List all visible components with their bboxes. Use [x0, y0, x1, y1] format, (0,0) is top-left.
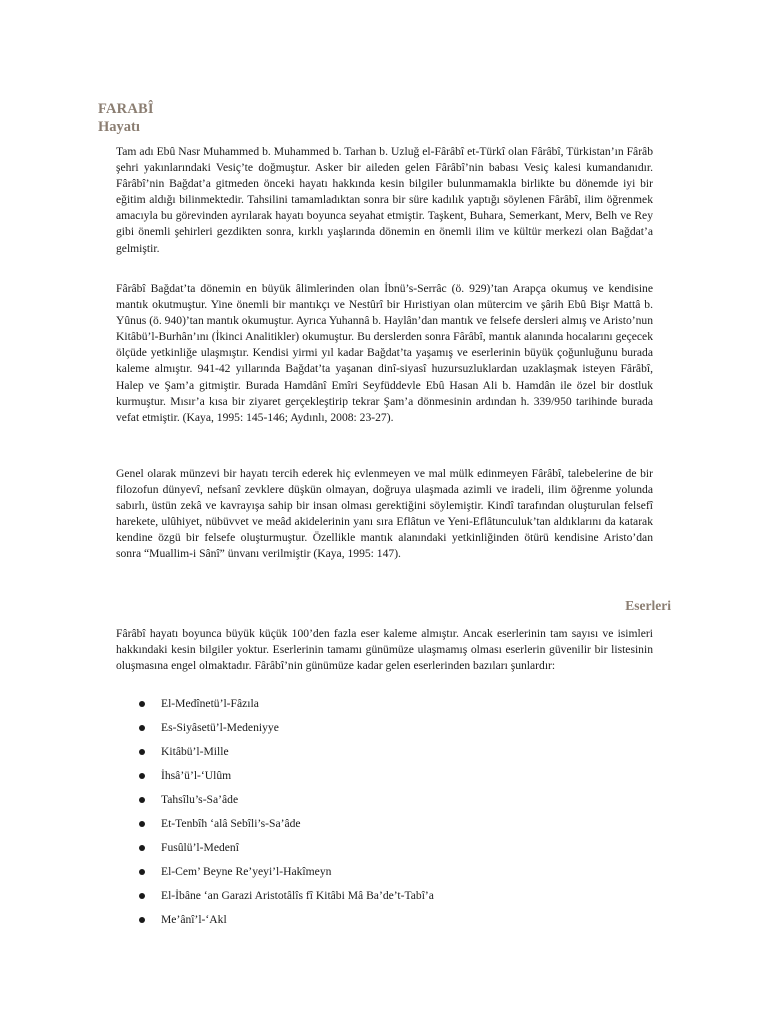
paragraph-2: Fârâbî Bağdat’ta dönemin en büyük âlimlerinden olan İbnü’s-Serrâc (ö. 929)’tan Arapça okumuş ve kendisine mantık okutmuştur. Yine önemli bir mantıkçı ve Nestûrî bir Hıristiyan olan mütercim ve şârih Ebû Bişr Mattâ b. Yûnus (ö. 940)’tan mantık okumuştur. Ayrıca Yuhannâ b. Haylân’dan mantık ve felsefe dersleri almış ve Aristo’nun Kitâbü’l-Burhân’ını (İkinci Analitikler) okumuştur. Bu derslerden sonra Fârâbî, mantık alanında hocalarını geçecek ölçüde yetkinliğe ulaşmıştır. Kendisi yirmi yıl kadar Bağdat’ta yaşamış ve eserlerinin büyük çoğunluğunu burada kaleme almıştır. 941-42 yıllarında Bağdat’ta yaşanan dinî-siyasî huzursuzluklardan uzaklaşmak isteyen Fârâbî, Halep ve Şam’a gitmiştir. Burada Hamdânî Emîri Seyfüddevle Ebû Hasan Ali b. Hamdân ile özel bir dostluk kurmuştur. Mısır’a kısa bir ziyaret gerçekleştirip tekrar Şam’a dönmesinin ardından h. 339/950 tarihinde burada vefat etmiştir. (Kaya, 1995: 145-146; Aydınlı, 2008: 23-27).	[116, 282, 653, 424]
list-item	[116, 792, 656, 816]
work-title: Me’ânî’l-‘Akl	[161, 913, 227, 926]
bullet-icon	[139, 869, 145, 875]
list-item	[116, 720, 656, 744]
bullet-icon	[139, 845, 145, 851]
list-item	[116, 696, 656, 720]
section-heading-eserleri: Eserleri	[625, 598, 671, 613]
work-title: Tahsîlu’s-Sa’âde	[161, 793, 239, 806]
paragraph-1: Tam adı Ebû Nasr Muhammed b. Muhammed b. Tarhan b. Uzluğ el-Fârâbî et-Türkî olan Fârâbî, Türkistan’ın Fârâb şehri yakınlarındaki Vesiç’te doğmuştur. Asker bir aileden gelen Fârâbî’nin babası Vesiç kalesi kumandanıdır. Fârâbî’nin Bağdat’a gitmeden önceki hayatı hakkında kesin bilgiler bulunmamakla birlikte bu dönemde iyi bir eğitim aldığı bilinmektedir. Tahsilini tamamladıktan sonra bir süre kadılık yaptığı söylenen Fârâbî, ilim öğrenmek amacıyla bu görevinden ayrılarak hayatı boyunca seyahat etmiştir. Taşkent, Buhara, Semerkant, Merv, Belh ve Rey gibi önemli şehirleri gezdikten sonra, kırklı yaşlarında dönemin en önemli ilim ve kültür merkezi olan Bağdat’a gelmiştir.	[116, 145, 653, 255]
work-title: Et-Tenbîh ‘alâ Sebîli’s-Sa’âde	[161, 817, 301, 830]
work-title: El-Medînetü’l-Fâzıla	[161, 697, 259, 710]
works-intro-paragraph: Fârâbî hayatı boyunca büyük küçük 100’den fazla eser kaleme almıştır. Ancak eserlerinin tam sayısı ve isimleri hakkındaki kesin bilgiler yoktur. Eserlerinin tamamı günümüze ulaşmamış olması eserlerin güvenilir bir listesinin oluşmasına engel olmaktadır. Fârâbî’nin günümüze kadar gelen eserlerinden bazıları şunlardır:	[116, 627, 653, 673]
document-title: FARABÎ	[98, 101, 154, 117]
list-item	[116, 768, 656, 792]
list-item	[116, 840, 656, 864]
list-item	[116, 912, 656, 936]
work-title: Fusûlü’l-Medenî	[161, 841, 239, 854]
bullet-icon	[139, 773, 145, 779]
work-title: İhsâ’ü’l-‘Ulûm	[161, 769, 232, 782]
work-title: El-Cem’ Beyne Re’yeyi’l-Hakîmeyn	[161, 865, 332, 878]
bullet-icon	[139, 749, 145, 755]
list-item	[116, 864, 656, 888]
list-item	[116, 816, 656, 840]
bullet-icon	[139, 893, 145, 899]
section-heading-hayati: Hayatı	[98, 119, 140, 135]
bullet-icon	[139, 797, 145, 803]
works-list	[116, 696, 656, 936]
bullet-icon	[139, 701, 145, 707]
paragraph-3: Genel olarak münzevi bir hayatı tercih ederek hiç evlenmeyen ve mal mülk edinmeyen Fârâbî, talebelerine de bir filozofun dünyevî, nefsanî zevklere düşkün olmayan, doğruya ulaşmada azimli ve iradeli, ilim öğrenme yolunda sabırlı, üstün zekâ ve kavrayışa sahip bir insan olması gerektiğini söylemiştir. Kindî tarafından oluşturulan felsefî harekete, ulûhiyet, nübüvvet ve meâd akidelerinin yanı sıra Eflâtun ve Yeni-Eflâtunculuk’tan aldıklarını da katarak kendine özgü bir felsefe oluşturmuştur. Özellikle mantık alanındaki yetkinliğinden ötürü kendisine Aristo’dan sonra “Muallim-i Sânî” ünvanı verilmiştir (Kaya, 1995: 147).	[116, 467, 653, 561]
work-title: Kitâbü’l-Mille	[161, 745, 229, 758]
work-title: Es-Siyâsetü’l-Medeniyye	[161, 721, 279, 734]
list-item	[116, 888, 656, 912]
bullet-icon	[139, 917, 145, 923]
bullet-icon	[139, 725, 145, 731]
list-item	[116, 744, 656, 768]
work-title: El-İbâne ‘an Garazi Aristotâlîs fî Kitâbi Mâ Ba’de’t-Tabî’a	[161, 889, 434, 902]
bullet-icon	[139, 821, 145, 827]
